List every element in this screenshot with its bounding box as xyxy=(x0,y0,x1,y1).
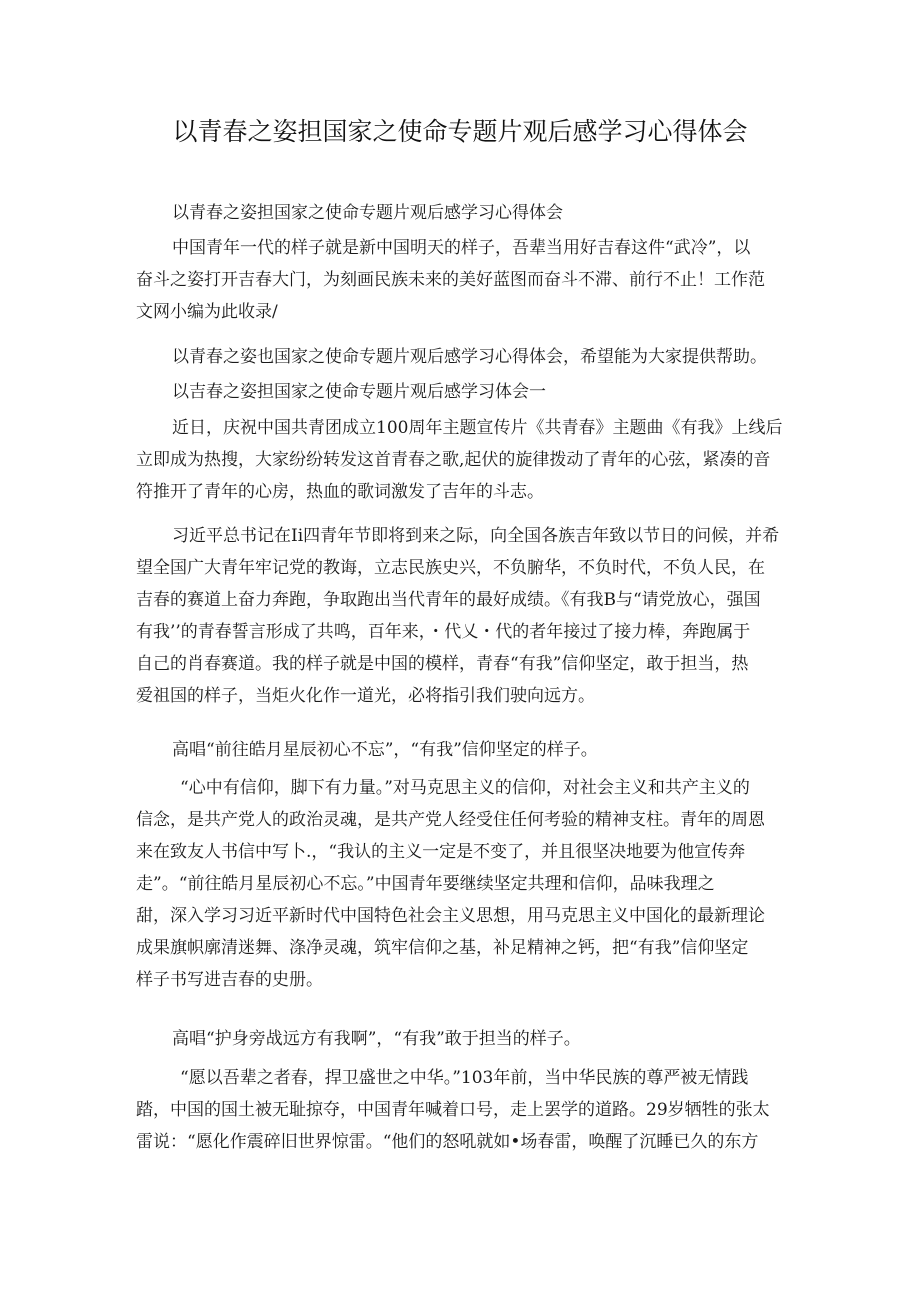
text-line: 文网小编为此收录/ xyxy=(136,302,278,322)
paragraph xyxy=(136,197,788,229)
paragraph xyxy=(136,376,788,408)
text-line: 以青春之姿担国家之使命专题片观后感学习心得体会 xyxy=(172,203,563,223)
text-line: 踏，中国的国土被无耻掠夺，中国青年喊着口号，走上罢学的道路。29岁牺牲的张太 xyxy=(136,1100,770,1120)
text-line: 以青春之姿也国家之使命专题片观后感学习心得体会，希望能为大家提供帮助。 xyxy=(172,347,767,367)
text-line: 走”。“前往皓月星辰初心不忘。”中国青年要继续坚定共理和信仰，品味我理之 xyxy=(136,874,715,894)
paragraph xyxy=(136,341,788,373)
text-line: 立即成为热搜，大家纷纷转发这首青春之歌,起伏的旋律拨动了青年的心弦，紧凑的音 xyxy=(136,450,771,470)
text-line: 符推开了青年的心房，热血的歌词激发了吉年的斗志。 xyxy=(136,482,544,502)
paragraph xyxy=(136,1023,788,1055)
page-title: 以青春之姿担国家之使命专题片观后感学习心得体会 xyxy=(172,117,748,146)
paragraph xyxy=(136,232,788,328)
text-line: 雷说：“愿化作震碎旧世界惊雷。“他们的怒吼就如•场春雷，唤醒了沉睡已久的东方 xyxy=(136,1132,759,1152)
text-line: 吉春的赛道上奋力奔跑，争取跑出当代青年的最好成绩。《有我B与“请党放心，强国 xyxy=(136,590,761,610)
paragraph xyxy=(136,412,788,508)
text-line: 奋斗之姿打开吉春大门，为刻画民族未来的美好蓝图而奋斗不滞、前行不止！工作范 xyxy=(136,270,765,290)
text-line: “愿以吾辈之者春，捍卫盛世之中华。”103年前，当中华民族的尊严被无情践 xyxy=(180,1068,749,1088)
text-line: 高唱“护身旁战远方有我啊”，“有我”敢于担当的样子。 xyxy=(172,1029,581,1049)
paragraph xyxy=(136,734,788,766)
paragraph xyxy=(136,772,788,996)
text-line: 成果旗帜廓清迷舞、涤净灵魂，筑牢信仰之基，补足精神之钙，把“有我”信仰坚定 xyxy=(136,938,749,958)
text-line: 高唱“前往皓月星辰初心不忘”，“有我”信仰坚定的样子。 xyxy=(172,740,598,760)
text-line: 爱祖国的样子，当炬火化作一道光，必将指引我们驶向远方。 xyxy=(136,686,595,706)
text-line: 习近平总书记在Ii四青年节即将到来之际，向全国各族吉年致以节日的问候，并希 xyxy=(172,526,780,546)
paragraph xyxy=(136,520,788,712)
text-line: “心中有信仰，脚下有力量。”对马克思主义的信仰，对社会主义和共产主义的 xyxy=(180,778,750,798)
text-line: 有我’’的青春誓言形成了共鸣，百年来，・代乂・代的者年接过了接力棒，奔跑属于 xyxy=(136,622,751,642)
text-line: 样子书写进吉春的史册。 xyxy=(136,970,323,990)
text-line: 近日，庆祝中国共青团成立100周年主题宣传片《共青春》主题曲《有我》上线后 xyxy=(172,418,783,438)
text-line: 望全国广大青年牢记党的教诲，立志民族史兴，不负腑华，不负时代，不负人民，在 xyxy=(136,558,765,578)
text-line: 甜，深入学习习近平新时代中国特色社会主义思想，用马克思主义中国化的最新理论 xyxy=(136,906,765,926)
text-line: 中国青年一代的样子就是新中国明天的样子，吾辈当用好吉春这件“武冷”，以 xyxy=(172,238,751,258)
paragraph xyxy=(136,1062,788,1158)
text-line: 以吉春之姿担国家之使命专题片观后感学习体会一 xyxy=(172,382,546,402)
text-line: 信念，是共产党人的政治灵魂，是共产党人经受住任何考验的精神支柱。青年的周恩 xyxy=(136,810,765,830)
text-line: 自己的肖春赛道。我的样子就是中国的模样，青春“有我”信仰坚定，敢于担当，热 xyxy=(136,654,749,674)
text-line: 来在致友人书信中写卜.，“我认的主义一定是不变了，并且很坚决地要为他宣传奔 xyxy=(136,842,746,862)
